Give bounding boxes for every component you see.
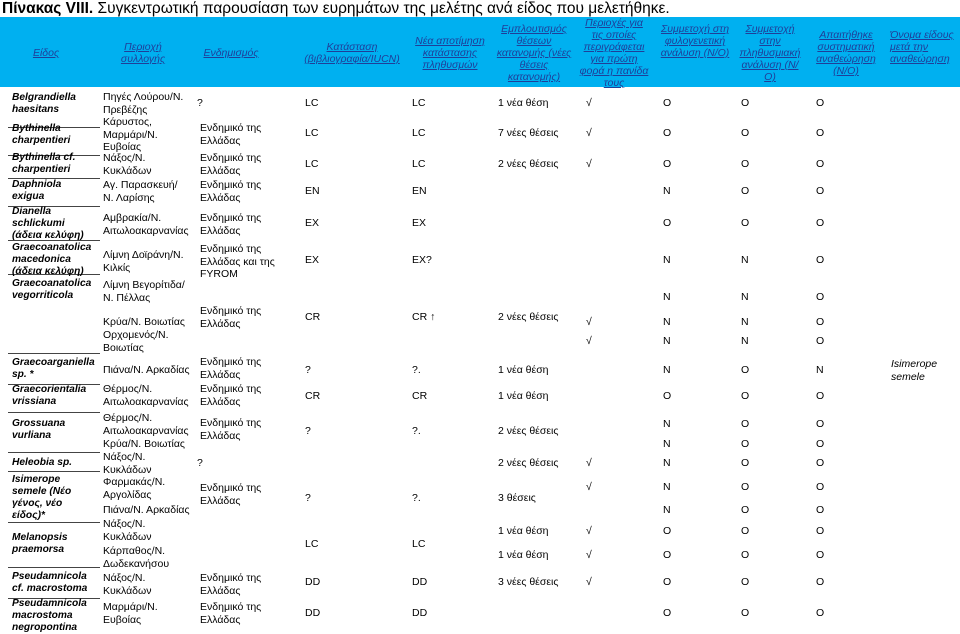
- header-newname: Όνομα είδους μετά την αναθεώρηση: [890, 29, 954, 65]
- cell-assessment: EX: [412, 217, 427, 229]
- cell-phylo: Ο: [663, 97, 672, 109]
- cell-revision: Ο: [816, 316, 825, 328]
- check-mark: √: [586, 576, 592, 588]
- row-divider: [8, 567, 100, 568]
- cell-phylo: Ο: [663, 390, 672, 402]
- cell-assessment: LC: [412, 97, 426, 109]
- collection-area: Κρύα/Ν. Βοιωτίας: [103, 316, 185, 328]
- cell-phylo: Ο: [663, 549, 672, 561]
- cell-status: ?: [305, 364, 311, 376]
- cell-popgen: Ο: [741, 418, 750, 430]
- cell-popgen: Ν: [741, 291, 749, 303]
- cell-enrichment: 2 νέες θέσεις: [498, 457, 559, 469]
- endemism: Ενδημικό της Ελλάδας: [200, 383, 262, 408]
- cell-phylo: Ν: [663, 185, 671, 197]
- species-name: Graecoarganiella sp. *: [12, 357, 95, 380]
- cell-status: LC: [305, 538, 319, 550]
- collection-area: Μαρμάρι/Ν. Ευβοίας: [103, 601, 158, 626]
- cell-popgen: Ν: [741, 335, 749, 347]
- species-name: Melanopsis praemorsa: [12, 532, 68, 555]
- cell-revision: Ο: [816, 185, 825, 197]
- cell-assessment: EN: [412, 185, 427, 197]
- endemism: Ενδημικό της Ελλάδας: [200, 305, 262, 330]
- endemism: Ενδημικό της Ελλάδας: [200, 122, 262, 147]
- cell-phylo: Ν: [663, 418, 671, 430]
- header-enrichment: Εμπλουτισμός θέσεων κατανομής (νέες θέσεις κατανομής): [496, 23, 572, 83]
- endemism: Ενδημικό της Ελλάδας και της FYROM: [200, 243, 275, 280]
- collection-area: Φαρμακάς/Ν. Αργολίδας: [103, 476, 166, 501]
- collection-area: Κάρπαθος/Ν. Δωδεκανήσου: [103, 545, 170, 570]
- cell-enrichment: 1 νέα θέση: [498, 525, 549, 537]
- collection-area: Θέρμος/Ν. Αιτωλοακαρνανίας: [103, 383, 189, 408]
- species-name: Pseudamnicola macrostoma negropontina: [12, 598, 87, 633]
- header-revision: Απαιτήθηκε συστηματική αναθεώρηση (Ν/Ο): [816, 29, 876, 77]
- cell-status: ?: [197, 97, 203, 109]
- header-assessment: Νέα αποτίμηση κατάστασης πληθυσμών: [415, 35, 485, 71]
- cell-revision: Ο: [816, 291, 825, 303]
- cell-status: DD: [305, 576, 321, 588]
- collection-area: Αγ. Παρασκευή/Ν. Λαρίσης: [103, 179, 178, 204]
- endemism: Ενδημικό της Ελλάδας: [200, 482, 262, 507]
- cell-status: ?: [305, 425, 311, 437]
- cell-popgen: Ο: [741, 364, 750, 376]
- cell-assessment: ?.: [412, 425, 421, 437]
- cell-assessment: ?.: [412, 364, 421, 376]
- cell-phylo: Ν: [663, 457, 671, 469]
- cell-phylo: Ν: [663, 481, 671, 493]
- endemism: Ενδημικό της Ελλάδας: [200, 179, 262, 204]
- species-name: Dianella schlickumi (άδεια κελύφη): [12, 206, 84, 241]
- endemism: Ενδημικό της Ελλάδας: [200, 417, 262, 442]
- cell-enrichment: 1 νέα θέση: [498, 97, 549, 109]
- cell-revision: Ο: [816, 504, 825, 516]
- cell-enrichment: 1 νέα θέση: [498, 364, 549, 376]
- header-popgen: Συμμετοχή στην πληθυσμιακή ανάλυση (Ν/Ο): [739, 23, 801, 83]
- endemism: Ενδημικό της Ελλάδας: [200, 212, 262, 237]
- cell-assessment: DD: [412, 607, 428, 619]
- cell-status: EX: [305, 217, 320, 229]
- cell-revision: Ο: [816, 607, 825, 619]
- cell-revision: Ο: [816, 335, 825, 347]
- cell-revision: Ο: [816, 457, 825, 469]
- cell-revision: Ο: [816, 481, 825, 493]
- cell-popgen: Ο: [741, 576, 750, 588]
- header-areas-first: Περιοχές για τις οποίες περιγράφεται για πρώτη φορά η πανίδα τους: [579, 17, 649, 89]
- cell-popgen: Ο: [741, 504, 750, 516]
- cell-revision: Ο: [816, 438, 825, 450]
- check-mark: √: [586, 457, 592, 469]
- header-species: Είδος: [32, 47, 60, 59]
- cell-assessment: CR ↑: [412, 311, 436, 323]
- cell-phylo: Ο: [663, 525, 672, 537]
- species-name: Pseudamnicola cf. macrostoma: [12, 571, 88, 594]
- header-phylo: Συμμετοχή στη φυλογενετική ανάλυση (Ν/Ο): [660, 23, 730, 59]
- species-name: Daphniola exigua: [12, 179, 62, 202]
- cell-popgen: Ο: [741, 390, 750, 402]
- cell-assessment: LC: [412, 538, 426, 550]
- cell-popgen: Ο: [741, 549, 750, 561]
- cell-enrichment: 2 νέες θέσεις: [498, 311, 559, 323]
- endemism: Ενδημικό της Ελλάδας: [200, 152, 262, 177]
- cell-phylo: Ο: [663, 217, 672, 229]
- species-name: Belgrandiella haesitans: [12, 92, 76, 115]
- check-mark: √: [586, 481, 592, 493]
- cell-phylo: Ν: [663, 291, 671, 303]
- collection-area: Πιάνα/Ν. Αρκαδίας: [103, 504, 190, 516]
- cell-enrichment: 2 νέες θέσεις: [498, 158, 559, 170]
- cell-revision: Ο: [816, 97, 825, 109]
- cell-phylo: Ν: [663, 335, 671, 347]
- cell-popgen: Ο: [741, 607, 750, 619]
- cell-popgen: Ο: [741, 185, 750, 197]
- species-name: Graecorientalia vrissiana: [12, 384, 87, 407]
- collection-area: Νάξος/Ν. Κυκλάδων: [103, 572, 152, 597]
- cell-status: LC: [305, 127, 319, 139]
- check-mark: √: [586, 158, 592, 170]
- endemism: Ενδημικό της Ελλάδας: [200, 572, 262, 597]
- cell-popgen: Ν: [741, 254, 749, 266]
- cell-status: CR: [305, 390, 321, 402]
- cell-revision: Ο: [816, 254, 825, 266]
- cell-enrichment: 1 νέα θέση: [498, 549, 549, 561]
- cell-popgen: Ο: [741, 127, 750, 139]
- cell-assessment: CR: [412, 390, 428, 402]
- collection-area: Νάξος/Ν. Κυκλάδων: [103, 518, 152, 543]
- cell-status: LC: [305, 97, 319, 109]
- collection-area: Θέρμος/Ν. Αιτωλοακαρνανίας: [103, 412, 189, 437]
- cell-popgen: Ο: [741, 158, 750, 170]
- species-name: Bythinella charpentieri: [12, 123, 71, 146]
- cell-phylo: Ν: [663, 254, 671, 266]
- cell-assessment: EX?: [412, 254, 432, 266]
- cell-popgen: Ο: [741, 97, 750, 109]
- row-divider: [8, 452, 100, 453]
- cell-phylo: Ο: [663, 607, 672, 619]
- cell-assessment: ?.: [412, 492, 421, 504]
- cell-enrichment: 1 νέα θέση: [498, 390, 549, 402]
- cell-status: ?: [305, 492, 311, 504]
- collection-area: Ορχομενός/Ν. Βοιωτίας: [103, 329, 169, 354]
- header-endemic: Ενδημισμός: [203, 47, 259, 59]
- cell-enrichment: 3 νέες θέσεις: [498, 576, 559, 588]
- cell-phylo: Ν: [663, 316, 671, 328]
- collection-area: Νάξος/Ν. Κυκλάδων: [103, 152, 152, 177]
- cell-phylo: Ο: [663, 576, 672, 588]
- species-name: Graecoanatolica vegorriticola: [12, 278, 92, 301]
- cell-status: LC: [305, 158, 319, 170]
- cell-popgen: Ο: [741, 525, 750, 537]
- collection-area: Κρύα/Ν. Βοιωτίας: [103, 438, 185, 450]
- collection-area: Αμβρακία/Ν. Αιτωλοακαρνανίας: [103, 212, 189, 237]
- cell-phylo: Ν: [663, 364, 671, 376]
- header-area: Περιοχή συλλογής: [120, 41, 166, 65]
- species-name: Grossuana vurliana: [12, 418, 66, 441]
- row-divider: [8, 471, 100, 472]
- cell-popgen: Ο: [741, 438, 750, 450]
- cell-phylo: Ο: [663, 127, 672, 139]
- cell-new-name: Isimerope semele: [891, 358, 938, 383]
- species-name: Isimerope semele (Νέο γένος, νέο είδος)*: [12, 474, 72, 521]
- species-name: Graecoanatolica macedonica (άδεια κελύφη): [12, 242, 92, 277]
- cell-revision: Ο: [816, 576, 825, 588]
- check-mark: √: [586, 127, 592, 139]
- collection-area: Νάξος/Ν. Κυκλάδων: [103, 451, 152, 476]
- cell-assessment: LC: [412, 158, 426, 170]
- endemism: Ενδημικό της Ελλάδας: [200, 356, 262, 381]
- cell-revision: Ο: [816, 158, 825, 170]
- species-name: Heleobia sp.: [12, 457, 73, 468]
- collection-area: Πιάνα/Ν. Αρκαδίας: [103, 364, 190, 376]
- cell-phylo: Ν: [663, 438, 671, 450]
- check-mark: √: [586, 97, 592, 109]
- check-mark: √: [586, 549, 592, 561]
- cell-popgen: Ο: [741, 481, 750, 493]
- cell-status: EN: [305, 185, 320, 197]
- cell-phylo: Ο: [663, 158, 672, 170]
- cell-revision: Ο: [816, 127, 825, 139]
- cell-status: CR: [305, 311, 321, 323]
- cell-revision: Ο: [816, 418, 825, 430]
- cell-status: ?: [197, 457, 203, 469]
- cell-popgen: Ο: [741, 217, 750, 229]
- check-mark: √: [586, 316, 592, 328]
- collection-area: Πηγές Λούρου/Ν. Πρεβέζης: [103, 91, 184, 116]
- cell-phylo: Ν: [663, 504, 671, 516]
- cell-status: DD: [305, 607, 321, 619]
- table-title: Πίνακας VIII. Συγκεντρωτική παρουσίαση των ευρημάτων της μελέτης ανά είδος που μελετήθηκε.: [2, 0, 670, 17]
- cell-popgen: Ν: [741, 316, 749, 328]
- species-name: Bythinella cf. charpentieri: [12, 152, 76, 175]
- cell-revision: Ο: [816, 217, 825, 229]
- row-divider: [8, 412, 100, 413]
- header-status: Κατάσταση (βιβλιογραφία/IUCN): [304, 41, 400, 65]
- cell-enrichment: 3 θέσεις: [498, 492, 536, 504]
- row-divider: [8, 522, 100, 523]
- check-mark: √: [586, 525, 592, 537]
- cell-assessment: LC: [412, 127, 426, 139]
- collection-area: Κάρυστος, Μαρμάρι/Ν. Ευβοίας: [103, 116, 158, 153]
- cell-revision: Ν: [816, 364, 824, 376]
- check-mark: √: [586, 335, 592, 347]
- cell-revision: Ο: [816, 525, 825, 537]
- row-divider: [8, 353, 100, 354]
- endemism: Ενδημικό της Ελλάδας: [200, 601, 262, 626]
- cell-assessment: DD: [412, 576, 428, 588]
- cell-revision: Ο: [816, 390, 825, 402]
- cell-status: EX: [305, 254, 320, 266]
- cell-popgen: Ο: [741, 457, 750, 469]
- cell-enrichment: 7 νέες θέσεις: [498, 127, 559, 139]
- collection-area: Λίμνη Βεγορίτιδα/Ν. Πέλλας: [103, 279, 185, 304]
- collection-area: Λίμνη Δοϊράνη/Ν. Κιλκίς: [103, 249, 184, 274]
- cell-revision: Ο: [816, 549, 825, 561]
- cell-enrichment: 2 νέες θέσεις: [498, 425, 559, 437]
